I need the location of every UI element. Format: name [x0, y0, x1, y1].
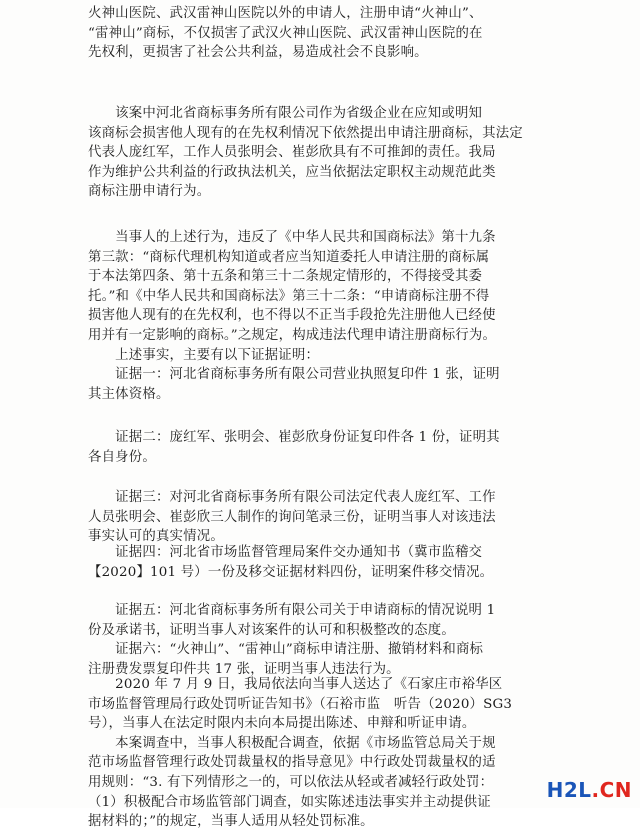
text-line: 各自身份。 [88, 449, 156, 465]
text-line: 代表人庞红军，工作人员张明会、崔彭欣具有不可推卸的责任。我局 [88, 145, 496, 161]
paragraph [88, 488, 582, 547]
text-line: （1）积极配合市场监管部门调查，如实陈述违法事实并主动提供证 [88, 794, 491, 810]
text-line: 号），当事人在法定时限内未向本局提出陈述、申辩和听证申请。 [88, 716, 476, 732]
text-line: 人员张明会、崔彭欣三人制作的询问笔录三份，证明当事人对该违法 [88, 509, 496, 525]
text-line: 用规则：“3. 有下列情形之一的，可以依法从轻或者减轻行政处罚： [88, 774, 494, 790]
text-line: 范市场监督管理行政处罚裁量权的指导意见》中行政处罚裁量权的适 [88, 755, 496, 771]
text-line: 证据四：河北省市场监督管理局案件交办通知书（冀市监稽交 [88, 545, 483, 560]
text-line: 份及承诺书，证明当事人对该案件的认可和积极整改的态度。 [88, 622, 455, 638]
text-line: 事实认可的真实情况。 [88, 529, 224, 545]
text-line: 上述事实，主要有以下证据证明： [88, 347, 320, 363]
text-line: 商标注册申请行为。 [88, 184, 211, 200]
text-line: 于本法第四条、第十五条和第三十二条规定情形的，不得接受其委 [88, 269, 483, 285]
paragraph [88, 675, 582, 832]
text-line: 用并有一定影响的商标。”之规定，构成违法代理申请注册商标行为。 [88, 327, 497, 343]
watermark-part1: H2L [546, 778, 592, 802]
text-line: 损害他人现有的在先权利，也不得以不正当手段抢先注册他人已经使 [88, 308, 496, 324]
text-line: 火神山医院、武汉雷神山医院以外的申请人，注册申请“火神山”、 [88, 6, 483, 21]
paragraph [88, 104, 582, 202]
paragraph [88, 428, 582, 467]
text-line: 第三款：“商标代理机构知道或者应当知道委托人申请注册的商标属 [88, 249, 490, 265]
text-line: 本案调查中，当事人积极配合调查，依据《市场监管总局关于规 [88, 735, 496, 751]
text-line: 证据一：河北省商标事务所有限公司营业执照复印件 1 张，证明 [88, 367, 500, 382]
text-line: 托。”和《中华人民共和国商标法》第三十二条：“申请商标注册不得 [88, 288, 490, 304]
text-line: 其主体资格。 [88, 386, 170, 402]
text-line: 2020 年 7 月 9 日，我局依法向当事人送达了《石家庄市裕华区 [88, 677, 503, 692]
watermark-part2: .CN [591, 778, 632, 802]
text-line: 据材料的；”的规定，当事人适用从轻处罚标准。 [88, 814, 374, 830]
paragraph [88, 4, 582, 63]
site-watermark-logo [547, 778, 632, 802]
text-line: 注册费发票复印件共 17 张，证明当事人违法行为。 [88, 661, 400, 677]
text-line: 该案中河北省商标事务所有限公司作为省级企业在应知或明知 [88, 106, 483, 121]
paragraph [88, 365, 582, 404]
text-line: 证据六：“火神山”、“雷神山”商标申请注册、撤销材料和商标 [88, 642, 484, 658]
text-line: 【2020】101 号）一份及移交证据材料四份，证明案件移交情况。 [88, 564, 494, 580]
text-line: 作为维护公共利益的行政执法机关，应当依据法定职权主动规范此类 [88, 164, 496, 180]
text-line: 证据三：对河北省商标事务所有限公司法定代表人庞红军、工作 [88, 490, 496, 505]
text-line: 证据五：河北省商标事务所有限公司关于申请商标的情况说明 1 [88, 603, 496, 618]
text-line: 该商标会损害他人现有的在先权利情况下依然提出申请注册商标，其法定 [88, 125, 523, 141]
text-line: “雷神山”商标，不仅损害了武汉火神山医院、武汉雷神山医院的在 [88, 25, 483, 41]
text-line: 先权利，更损害了社会公共利益，易造成社会不良影响。 [88, 45, 428, 61]
text-line: 市场监督管理局行政处罚听证告知书》（石裕市监 听告（2020）SG3 [88, 696, 513, 712]
text-line: 证据二：庞红军、张明会、崔彭欣身份证复印件各 1 份，证明其 [88, 430, 500, 445]
paragraph [88, 228, 582, 365]
paragraph [88, 601, 582, 679]
text-line: 当事人的上述行为，违反了《中华人民共和国商标法》第十九条 [88, 230, 496, 245]
paragraph [88, 543, 582, 582]
